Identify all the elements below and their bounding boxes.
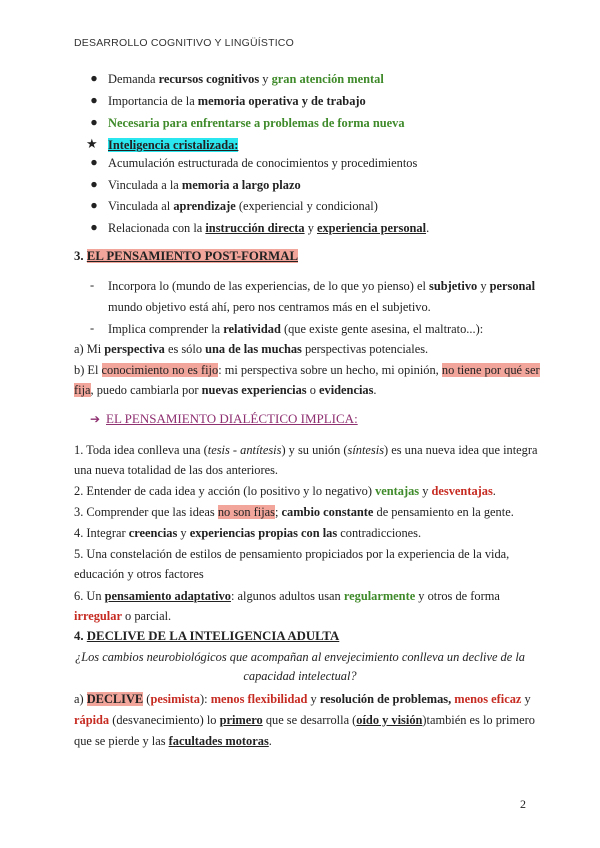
- list-item: Incorpora lo (mundo de las experiencias, de lo que yo pienso) el subjetivo y personal: [108, 279, 536, 293]
- bullet-icon: ●: [90, 177, 98, 191]
- bullet-icon: ●: [90, 220, 98, 234]
- dash-marker: -: [90, 278, 95, 292]
- dash-marker: -: [90, 321, 95, 335]
- bullet-icon: ●: [90, 71, 98, 85]
- list-item: Acumulación estructurada de conocimientos y procedimientos: [108, 156, 418, 170]
- subheading-dialectic: EL PENSAMIENTO DIALÉCTICO IMPLICA:: [106, 411, 358, 426]
- page-number: 2: [520, 797, 526, 811]
- list-item: Vinculada a la memoria a largo plazo: [108, 178, 301, 192]
- paragraph-b: b) El conocimiento no es fijo: mi perspectiva sobre un hecho, mi opinión, no tiene por qué ser: [74, 363, 540, 377]
- list-item: Implica comprender la relatividad (que existe gente asesina, el maltrato...):: [108, 322, 484, 336]
- bullet-icon: ●: [90, 93, 98, 107]
- declive-paragraph-continued: que se pierde y las facultades motoras.: [74, 734, 272, 748]
- question-line: ¿Los cambios neurobiológicos que acompañan al envejecimiento conlleva un declive de la: [75, 650, 525, 664]
- numbered-item-5: 5. Una constelación de estilos de pensamiento propiciados por la experiencia de la vida,: [74, 547, 510, 561]
- numbered-item-2: 2. Entender de cada idea y acción (lo positivo y lo negativo) ventajas y desventajas.: [74, 484, 496, 498]
- bullet-icon: ●: [90, 198, 98, 212]
- list-item-continued: mundo objetivo está ahí, pero nos centramos más en el subjetivo.: [108, 300, 431, 314]
- paragraph-a: a) Mi perspectiva es sólo una de las muchas perspectivas potenciales.: [74, 342, 429, 356]
- list-item: Relacionada con la instrucción directa y experiencia personal.: [108, 221, 430, 235]
- question-line-continued: capacidad intelectual?: [243, 669, 357, 683]
- list-item: Vinculada al aprendizaje (experiencial y condicional): [108, 199, 378, 213]
- numbered-item-1-continued: una nueva totalidad de las dos anteriores.: [74, 463, 279, 477]
- list-item: Demanda recursos cognitivos y gran atención mental: [108, 72, 384, 86]
- arrow-right-icon: ➔: [90, 412, 101, 426]
- declive-paragraph-continued: rápida (desvanecimiento) lo primero que se desarrolla (oído y visión)también es lo primero: [74, 713, 535, 727]
- list-item: Necesaria para enfrentarse a problemas de forma nueva: [108, 116, 405, 130]
- numbered-item-1: 1. Toda idea conlleva una (tesis - antítesis) y su unión (síntesis) es una nueva idea que integra: [74, 443, 538, 457]
- running-header: DESARROLLO COGNITIVO Y LINGÜÍSTICO: [74, 37, 294, 49]
- section-heading-3: 3. EL PENSAMIENTO POST-FORMAL: [74, 249, 298, 263]
- section-heading-4: 4. DECLIVE DE LA INTELIGENCIA ADULTA: [74, 629, 340, 643]
- numbered-item-4: 4. Integrar creencias y experiencias propias con las contradicciones.: [74, 526, 422, 540]
- subheading-crystallized: Inteligencia cristalizada:: [108, 138, 239, 152]
- list-item: Importancia de la memoria operativa y de trabajo: [108, 94, 366, 108]
- bullet-icon: ●: [90, 155, 98, 169]
- numbered-item-6-continued: irregular o parcial.: [74, 609, 172, 623]
- numbered-item-3: 3. Comprender que las ideas no son fijas; cambio constante de pensamiento en la gente.: [74, 505, 514, 519]
- paragraph-b-continued: fija, puedo cambiarla por nuevas experiencias o evidencias.: [74, 383, 377, 397]
- declive-paragraph: a) DECLIVE (pesimista): menos flexibilidad y resolución de problemas, menos eficaz y: [74, 692, 531, 706]
- star-icon: ★: [86, 136, 98, 151]
- numbered-item-6: 6. Un pensamiento adaptativo: algunos adultos usan regularmente y otros de forma: [74, 589, 500, 603]
- numbered-item-5-continued: educación y otros factores: [74, 567, 204, 581]
- bullet-icon: ●: [90, 115, 98, 129]
